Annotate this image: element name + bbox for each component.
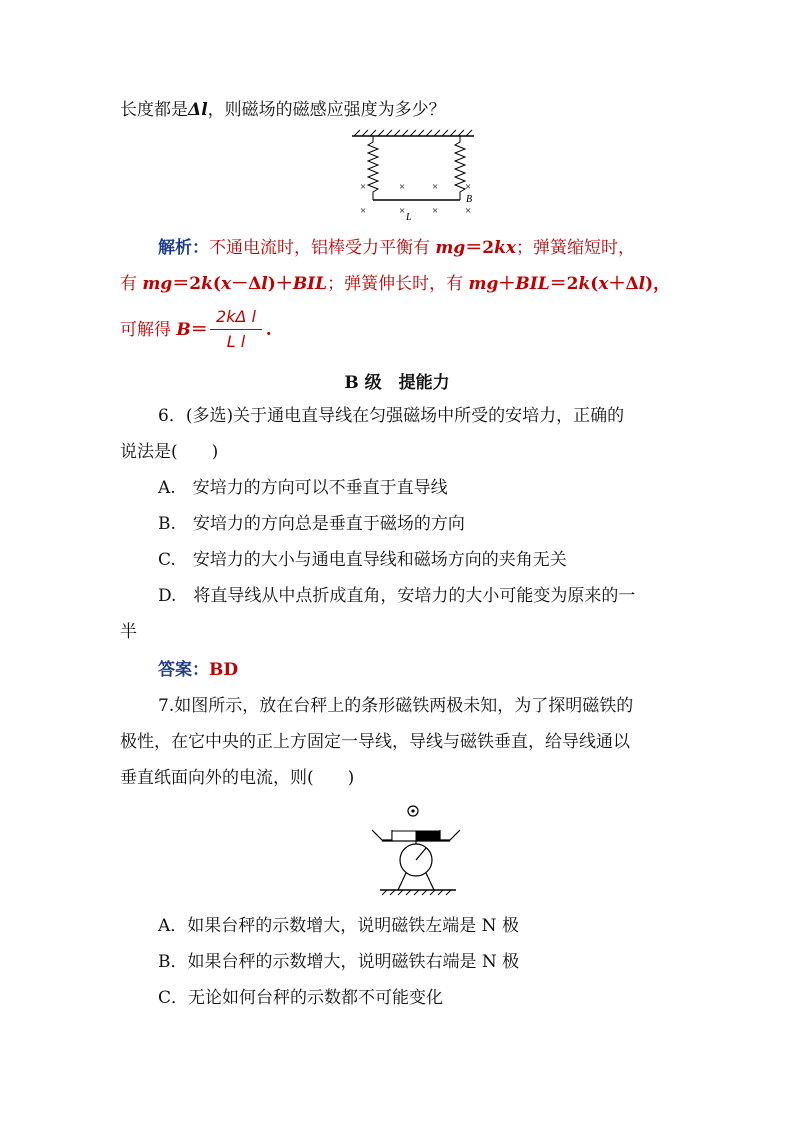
q6-stem-2: 说法是( ) xyxy=(120,442,219,462)
answer-value: BD xyxy=(209,660,239,680)
q6-option-a: A. 安培力的方向可以不垂直于直导线 xyxy=(158,478,448,498)
analysis-line-2: 有 mg＝2k(x－Δl)＋BIL；弹簧伸长时，有 mg＋BIL＝2k(x＋Δl)， xyxy=(120,274,671,294)
q7-stem-2: 极性，在它中央的正上方固定一导线，导线与磁铁垂直，给导线通以 xyxy=(120,732,630,752)
magnet-right-half xyxy=(416,831,440,841)
q6-option-c: C. 安培力的大小与通电直导线和磁场方向的夹角无关 xyxy=(158,550,567,570)
fraction-bar xyxy=(210,329,262,330)
right-spring xyxy=(455,136,465,200)
label-L: L xyxy=(406,212,412,223)
question-continuation xyxy=(120,98,446,122)
field-marks xyxy=(360,181,471,217)
svg-text:×: × xyxy=(432,181,439,193)
fraction-denominator: L l xyxy=(226,332,246,351)
svg-text:×: × xyxy=(399,181,406,193)
section-title: B 级 提能力 xyxy=(344,373,450,393)
fraction-numerator: 2kΔ l xyxy=(216,307,256,326)
q6-answer: 答案：BD xyxy=(158,660,239,680)
left-spring xyxy=(368,136,378,200)
ceiling-hatching xyxy=(354,130,472,136)
answer-label: 答案 xyxy=(158,660,192,680)
scale-right-arm xyxy=(440,830,460,840)
q7-stem-1: 7.如图所示，放在台秤上的条形磁铁两极未知，为了探明磁铁的 xyxy=(158,696,634,716)
svg-text:×: × xyxy=(360,181,367,193)
q6-option-d: D. 将直导线从中点折成直角，安培力的大小可能变为原来的一 xyxy=(158,586,636,606)
intro-text: 长度都是 xyxy=(120,100,188,120)
analysis-line-1: 解析：不通电流时，铝棒受力平衡有 mg＝2kx；弹簧缩短时， xyxy=(158,238,636,258)
q7-option-a: A．如果台秤的示数增大，说明磁铁左端是 N 极 xyxy=(158,916,519,936)
svg-text:×: × xyxy=(432,205,439,217)
delta-l: Δl xyxy=(188,100,208,120)
scale-left-arm xyxy=(372,830,392,840)
svg-text:×: × xyxy=(465,181,472,193)
svg-text:×: × xyxy=(465,205,472,217)
q7-stem-3: 垂直纸面向外的电流，则( ) xyxy=(120,768,355,788)
magnet-left-half xyxy=(392,831,416,841)
q6-stem-1: 6．(多选)关于通电直导线在匀强磁场中所受的安培力，正确的 xyxy=(158,406,625,426)
q6-option-b: B. 安培力的方向总是垂直于磁场的方向 xyxy=(158,514,465,534)
q7-option-b: B．如果台秤的示数增大，说明磁铁右端是 N 极 xyxy=(158,952,520,972)
spring-rod-figure xyxy=(348,128,478,224)
analysis-line-3: 可解得 B＝ . xyxy=(120,320,272,340)
result-fraction xyxy=(206,307,266,352)
analysis-label: 解析 xyxy=(158,238,192,258)
label-B: B xyxy=(466,194,473,205)
intro-text-end: ，则磁场的磁感应强度为多少？ xyxy=(207,100,446,120)
magnet-scale-figure xyxy=(370,800,470,900)
svg-text:×: × xyxy=(360,205,367,217)
q6-option-d-cont: 半 xyxy=(120,622,137,642)
svg-text:×: × xyxy=(399,205,406,217)
q7-option-c: C．无论如何台秤的示数都不可能变化 xyxy=(158,988,444,1008)
